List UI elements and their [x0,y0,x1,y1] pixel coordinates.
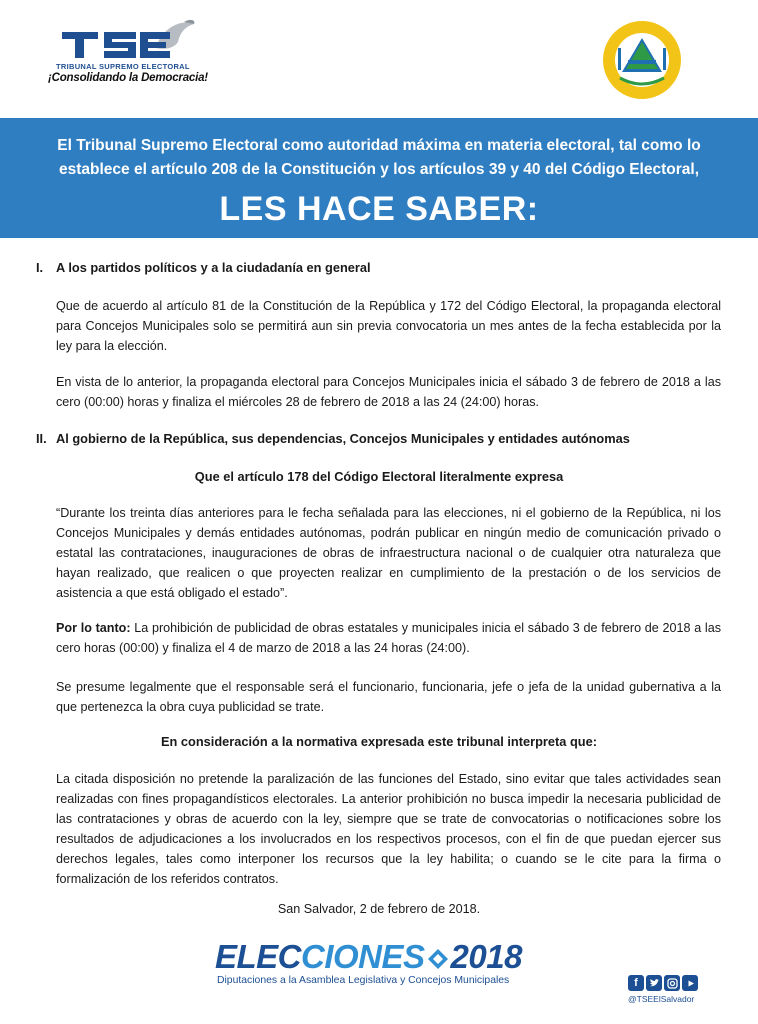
el-salvador-seal-icon [598,18,686,102]
section-2-number: II. [36,431,47,446]
por-lo-tanto-label: Por lo tanto: [56,621,131,635]
article-178-quote: “Durante los treinta días anteriores para le fecha señalada para las elecciones, ni el gobierno de la República, ni los Concejos Municipales y demás entidades autónomas, podrán publicar en ningún medio de comunicación privado o estatal las contrataciones, inauguraciones de obras de infraestructura nacional o de cualquier otra naturaleza que hayan realizado, que realicen o que proyecten realizar en cumplimiento de la prestación o de los servicios de asistencia a que está obligado el estado”. [56,506,721,600]
banner-intro [10,134,748,182]
por-lo-tanto-text: La prohibición de publicidad de obras estatales y municipales inicia el sábado 3 de febrero de 2018 a las cero horas (00:00) y finaliza el 4 de marzo de 2018 a las 24 horas (24:00). [56,621,722,655]
twitter-icon[interactable] [646,975,662,991]
section-1-paragraph-2: En vista de lo anterior, la propaganda electoral para Concejos Municipales inicia el sábado 3 de febrero de 2018 a las cero (00:00) horas y finaliza el miércoles 28 de febrero de 2018 a las 24 (24:00) horas. [56,375,721,409]
section-1-paragraph-1: Que de acuerdo al artículo 81 de la Constitución de la República y 172 del Código Electoral, la propaganda electoral para Concejos Municipales solo se permitirá aun sin previa convocatoria un mes antes de la fecha establecida por la ley para la elección. [56,299,721,353]
section-1-heading [36,258,371,278]
elec-part-2: CIONES [301,938,425,975]
ballot-diamond-icon [427,948,449,970]
youtube-icon[interactable] [682,975,698,991]
facebook-icon[interactable]: f [628,975,644,991]
banner-title: LES HACE SABER: [219,190,539,228]
elecciones-wordmark [215,938,522,976]
section-2-title: Al gobierno de la República, sus dependencias, Concejos Municipales y entidades autónomas [56,431,630,446]
tse-slogan: ¡Consolidando la Democracia! [48,72,208,84]
section-2-heading [36,429,630,449]
social-media-block [628,975,708,1015]
tse-logo [44,18,209,98]
banner-intro-line-1: El Tribunal Supremo Electoral como autoridad máxima en materia electoral, tal como lo [57,137,701,154]
elec-year: 2018 [450,938,522,975]
presume-paragraph: Se presume legalmente que el responsable será el funcionario, funcionaria, jefe o jefa de la unidad gubernativa a la que pertenezca la obra cuya publicidad se trate. [56,680,721,714]
por-lo-tanto-paragraph [56,618,721,658]
elec-part-1: ELEC [215,938,302,975]
instagram-icon[interactable] [664,975,680,991]
section-1-number: I. [36,260,44,275]
tse-logo-subtitle: TRIBUNAL SUPREMO ELECTORAL [56,62,190,71]
signature-line: San Salvador, 2 de febrero de 2018. [277,902,481,916]
consideracion-heading: En consideración a la normativa expresada este tribunal interpreta que: [161,734,597,749]
announcement-banner [0,118,758,238]
elecciones-2018-logo [215,938,545,998]
tse-logo-graphic [44,18,209,68]
final-paragraph: La citada disposición no pretende la paralización de las funciones del Estado, sino evitar que tales actividades sean realizadas con fines propagandísticos electorales. La anterior prohibición no busca impedir la necesaria publicidad de las contrataciones y obras de acuerdo con la ley, siempre que se trate de convocatorias o notificaciones sobre los resultados de adjudicaciones a los involucrados en los respectivos procesos, con el fin de que puedan ejercer sus derechos legales, tales como interponer los recursos que la ley habilita; o cuando se le cite para la firma o formalización de los referidos contratos. [56,772,721,886]
social-icons [628,975,708,991]
social-handle[interactable]: @TSEElSalvador [628,994,695,1004]
section-1-title: A los partidos políticos y a la ciudadanía en general [56,260,371,275]
document-header [0,0,758,118]
banner-intro-line-2: establece el artículo 208 de la Constitución y los artículos 39 y 40 del Código Electoral, [58,161,700,178]
elecciones-subtitle: Diputaciones a la Asamblea Legislativa y Concejos Municipales [217,975,510,986]
section-2-subheading: Que el artículo 178 del Código Electoral literalmente expresa [194,469,564,484]
